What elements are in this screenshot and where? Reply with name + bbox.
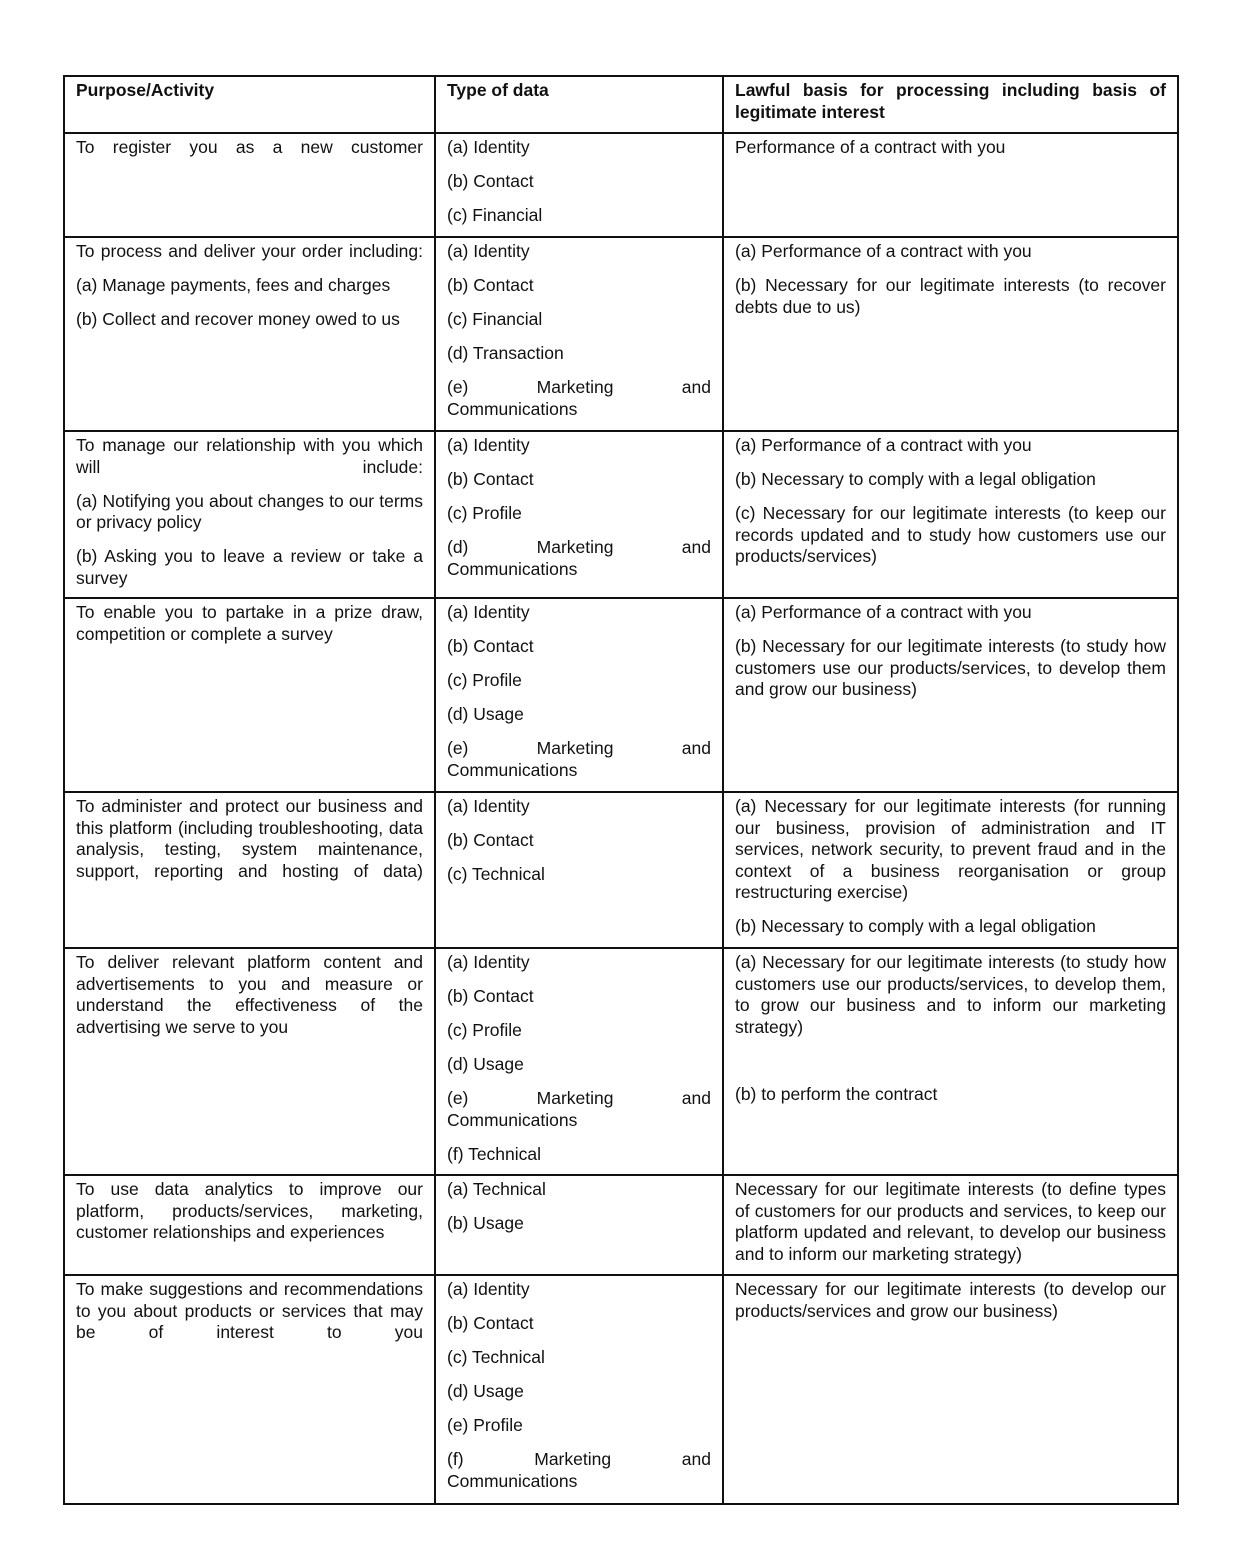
cell-paragraph: (e) Profile [447, 1415, 523, 1435]
cell-paragraph: To process and deliver your order including: [76, 241, 423, 261]
cell-paragraph: To administer and protect our business and this platform (including troubleshooting, data analysis, testing, system maintenance, support, reporting and hosting of data) [76, 796, 423, 881]
purpose-cell [64, 1175, 435, 1275]
cell-paragraph: (a) Identity [447, 137, 530, 157]
cell-paragraph: (b) Contact [447, 469, 534, 489]
cell-paragraph: (b) to perform the contract [735, 1084, 938, 1104]
cell-paragraph: (a) Notifying you about changes to our terms or privacy policy [76, 490, 423, 532]
lawful-basis-cell [723, 948, 1178, 1175]
data-type-cell [435, 948, 723, 1175]
cell-paragraph: (c) Profile [447, 503, 522, 523]
cell-paragraph: (b) Necessary for our legitimate interests (to recover debts due to us) [735, 275, 1166, 317]
cell-paragraph: (b) Contact [447, 1313, 534, 1333]
cell-paragraph: To make suggestions and recommendations to you about products or services that may be of interest to you [76, 1279, 423, 1342]
cell-paragraph: (c) Technical [447, 1347, 545, 1367]
cell-paragraph: (a) Performance of a contract with you [735, 435, 1032, 455]
cell-paragraph: (a) Identity [447, 435, 530, 455]
cell-paragraph: To enable you to partake in a prize draw, competition or complete a survey [76, 602, 423, 644]
cell-paragraph: To deliver relevant platform content and advertisements to you and measure or understand the effectiveness of the advertising we serve to you [76, 952, 423, 1037]
cell-paragraph: (c) Technical [447, 864, 545, 884]
data-type-cell [435, 792, 723, 948]
cell-paragraph: (b) Asking you to leave a review or take a survey [76, 546, 423, 588]
lawful-basis-cell [723, 431, 1178, 598]
cell-paragraph: Necessary for our legitimate interests (to develop our products/services and grow our business) [735, 1279, 1166, 1321]
cell-paragraph: To register you as a new customer [76, 137, 423, 157]
table-row [64, 792, 1178, 948]
purpose-lawful-basis-table [63, 75, 1179, 1505]
purpose-cell [64, 1275, 435, 1504]
cell-paragraph: (b) Contact [447, 171, 534, 191]
cell-paragraph: (c) Necessary for our legitimate interests (to keep our records updated and to study how customers use our products/services) [735, 503, 1166, 566]
purpose-cell [64, 431, 435, 598]
cell-paragraph: (e) Marketing and Communications [447, 738, 711, 780]
purpose-cell [64, 133, 435, 237]
lawful-basis-cell [723, 237, 1178, 431]
table-row [64, 948, 1178, 1175]
cell-paragraph: (d) Usage [447, 1054, 524, 1074]
table-row [64, 1275, 1178, 1504]
cell-paragraph: (d) Transaction [447, 343, 564, 363]
cell-paragraph: (a) Necessary for our legitimate interests (for running our business, provision of administration and IT services, network security, to prevent fraud and in the context of a business reorganisation or group restructuring exercise) [735, 796, 1166, 902]
cell-paragraph: (a) Performance of a contract with you [735, 602, 1032, 622]
table-row [64, 431, 1178, 598]
purpose-cell [64, 792, 435, 948]
cell-paragraph: (d) Usage [447, 704, 524, 724]
header-lawful-basis: Lawful basis for processing including basis of legitimate interest [723, 76, 1178, 133]
header-purpose-activity: Purpose/Activity [64, 76, 435, 133]
table-body [64, 133, 1178, 1504]
data-type-cell [435, 1275, 723, 1504]
purpose-cell [64, 237, 435, 431]
cell-paragraph: (b) Necessary for our legitimate interests (to study how customers use our products/services, to develop them and grow our business) [735, 636, 1166, 699]
cell-paragraph: (a) Necessary for our legitimate interests (to study how customers use our products/services, to develop them, to grow our business and to inform our marketing strategy) [735, 952, 1166, 1037]
cell-paragraph: (c) Financial [447, 205, 543, 225]
cell-paragraph: (a) Technical [447, 1179, 546, 1199]
data-type-cell [435, 237, 723, 431]
cell-paragraph: (b) Necessary to comply with a legal obligation [735, 916, 1096, 936]
cell-paragraph: (c) Profile [447, 670, 522, 690]
cell-paragraph: (b) Usage [447, 1213, 524, 1233]
table-row [64, 1175, 1178, 1275]
cell-paragraph: (b) Collect and recover money owed to us [76, 309, 400, 329]
cell-paragraph: (c) Financial [447, 309, 543, 329]
data-type-cell [435, 1175, 723, 1275]
data-type-cell [435, 598, 723, 792]
cell-paragraph: (b) Necessary to comply with a legal obligation [735, 469, 1096, 489]
cell-paragraph: (a) Identity [447, 952, 530, 972]
cell-paragraph: (a) Identity [447, 796, 530, 816]
cell-paragraph: (e) Marketing and Communications [447, 1088, 711, 1130]
cell-paragraph: (a) Manage payments, fees and charges [76, 275, 391, 295]
cell-paragraph: (b) Contact [447, 830, 534, 850]
data-type-cell [435, 133, 723, 237]
cell-paragraph: (d) Usage [447, 1381, 524, 1401]
cell-paragraph: (b) Contact [447, 986, 534, 1006]
table-header-row [64, 76, 1178, 133]
purpose-cell [64, 948, 435, 1175]
cell-paragraph: (d) Marketing and Communications [447, 537, 711, 579]
cell-paragraph: Performance of a contract with you [735, 137, 1006, 157]
lawful-basis-cell [723, 133, 1178, 237]
lawful-basis-cell [723, 792, 1178, 948]
cell-paragraph: (c) Profile [447, 1020, 522, 1040]
lawful-basis-cell [723, 598, 1178, 792]
table-row [64, 598, 1178, 792]
table-row [64, 237, 1178, 431]
cell-paragraph: To manage our relationship with you which will include: [76, 435, 423, 477]
cell-paragraph: To use data analytics to improve our platform, products/services, marketing, customer relationships and experiences [76, 1179, 423, 1242]
cell-paragraph: (b) Contact [447, 636, 534, 656]
cell-paragraph: (a) Identity [447, 241, 530, 261]
data-type-cell [435, 431, 723, 598]
lawful-basis-cell [723, 1175, 1178, 1275]
cell-paragraph: (a) Identity [447, 1279, 530, 1299]
cell-paragraph: (e) Marketing and Communications [447, 377, 711, 419]
cell-paragraph: (a) Performance of a contract with you [735, 241, 1032, 261]
cell-paragraph: (b) Contact [447, 275, 534, 295]
cell-paragraph: (f) Technical [447, 1143, 542, 1164]
cell-paragraph: (a) Identity [447, 602, 530, 622]
table-row [64, 133, 1178, 237]
purpose-cell [64, 598, 435, 792]
header-type-of-data: Type of data [435, 76, 723, 133]
cell-paragraph: Necessary for our legitimate interests (to define types of customers for our products and services, to keep our platform updated and relevant, to develop our business and to inform our marketing strategy) [735, 1179, 1166, 1264]
cell-paragraph: (f) Marketing and Communications [447, 1449, 711, 1491]
lawful-basis-cell [723, 1275, 1178, 1504]
